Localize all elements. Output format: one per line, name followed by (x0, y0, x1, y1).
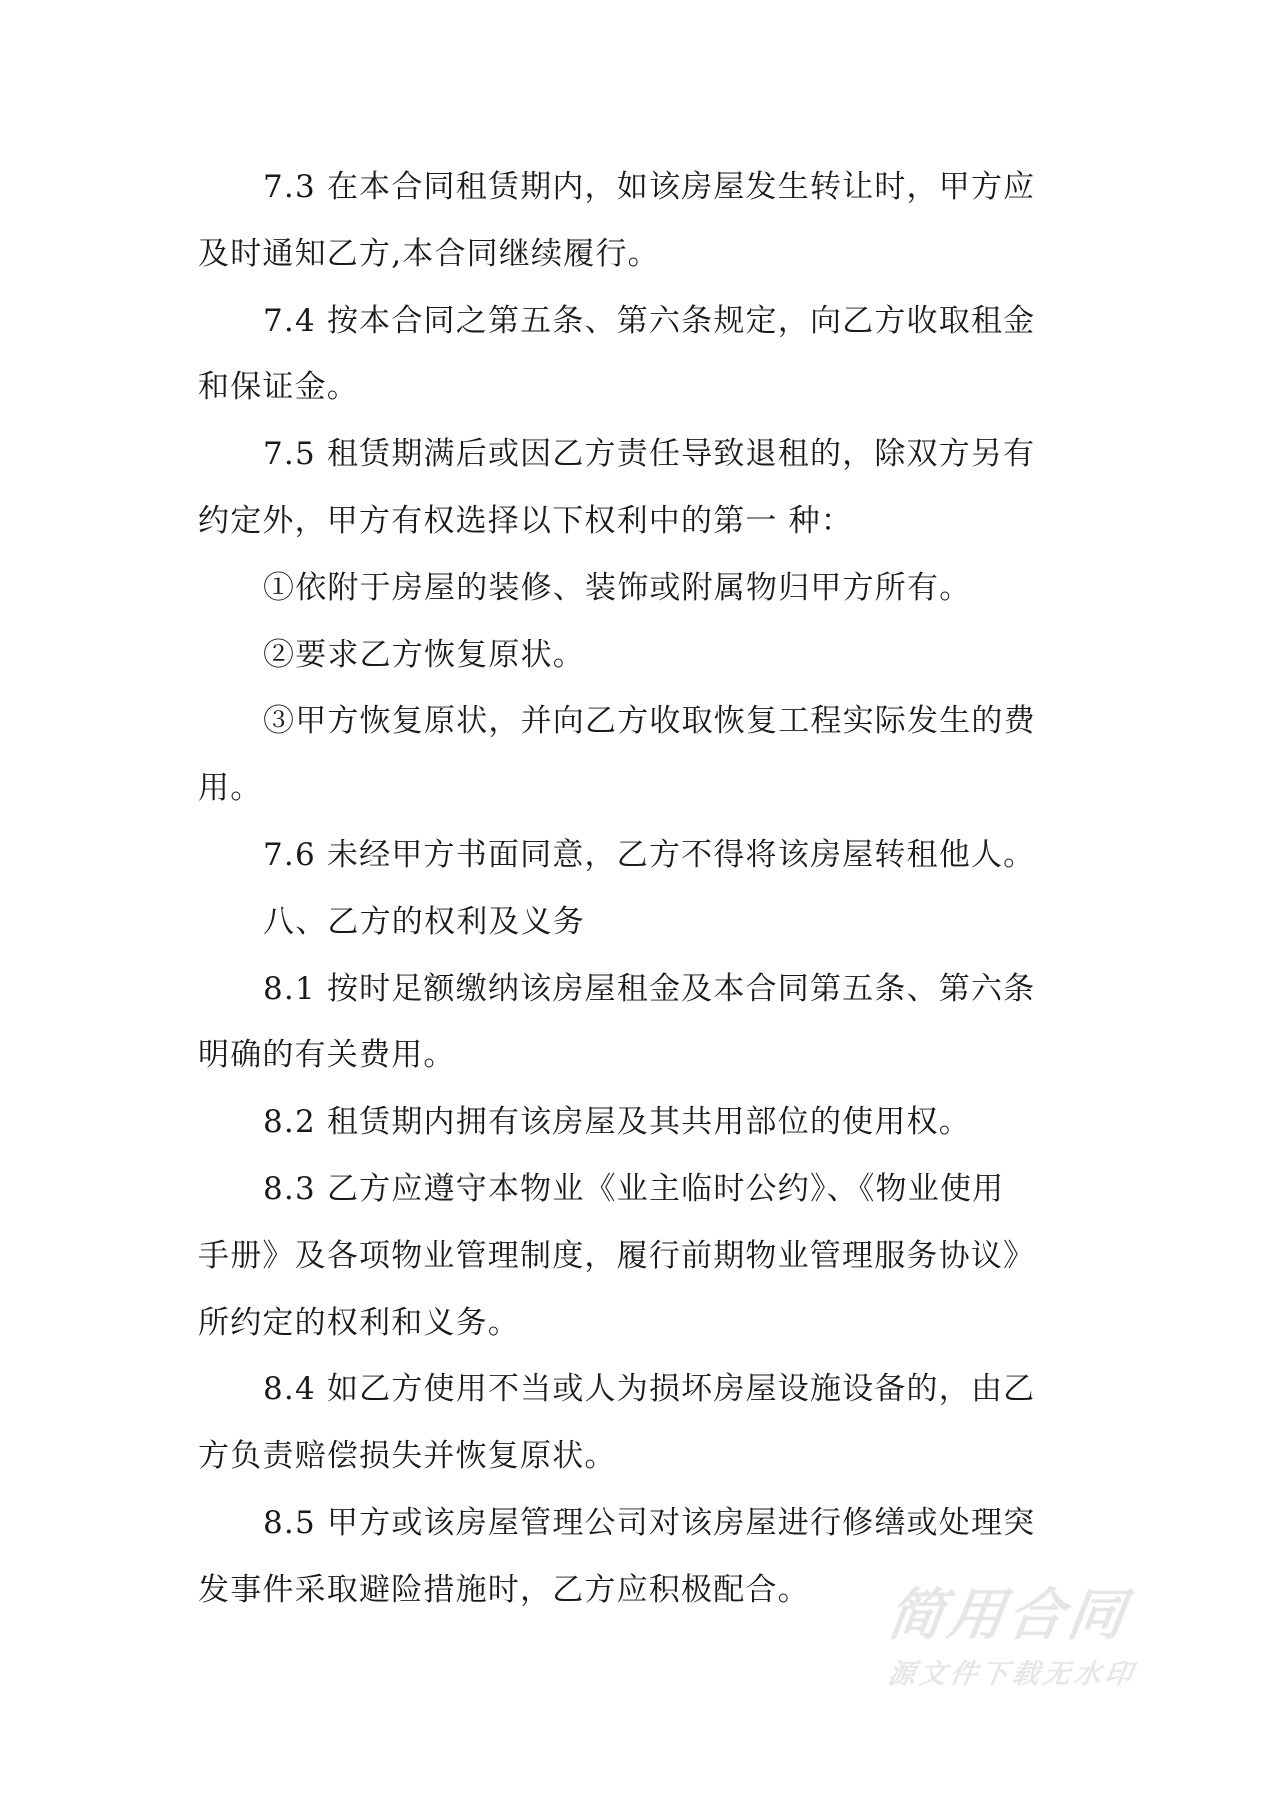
clause-7-5-option-1 (198, 555, 1078, 622)
text-line: ②要求乙方恢复原状。 (263, 636, 585, 673)
text-line: ①依附于房屋的装修、装饰或附属物归甲方所有。 (263, 569, 972, 606)
section-heading-8 (198, 889, 1078, 956)
text-line: 8.4 如乙方使用不当或人为损坏房屋设施设备的，由乙 (263, 1371, 1036, 1408)
watermark-subtitle: 源文件下载无水印 (885, 1659, 1139, 1690)
text-line: 8.1 按时足额缴纳该房屋租金及本合同第五条、第六条 (263, 970, 1036, 1007)
text-line: 7.6 未经甲方书面同意，乙方不得将该房屋转租他人。 (263, 836, 1036, 873)
text-line: 发事件采取避险措施时，乙方应积极配合。 (198, 1571, 810, 1608)
text-line: 及时通知乙方,本合同继续履行。 (198, 235, 660, 272)
text-line: 7.4 按本合同之第五条、第六条规定，向乙方收取租金 (263, 302, 1036, 339)
text-line: 和保证金。 (198, 369, 359, 406)
watermark (883, 1583, 1188, 1695)
clause-8-4 (198, 1356, 1078, 1490)
text-line: 方负责赔偿损失并恢复原状。 (198, 1438, 617, 1475)
clause-8-1 (198, 956, 1078, 1090)
text-line: 8.5 甲方或该房屋管理公司对该房屋进行修缮或处理突 (263, 1504, 1036, 1541)
text-line: 8.2 租赁期内拥有该房屋及其共用部位的使用权。 (263, 1104, 971, 1141)
text-line: ③甲方恢复原状，并向乙方收取恢复工程实际发生的费 (263, 703, 1036, 740)
clause-8-3 (198, 1156, 1078, 1356)
clause-7-5 (198, 421, 1078, 555)
clause-7-3 (198, 154, 1078, 288)
clause-8-2 (198, 1089, 1078, 1156)
clause-7-5-option-3 (198, 688, 1078, 822)
text-line: 所约定的权利和义务。 (198, 1304, 520, 1341)
text-line: 约定外，甲方有权选择以下权利中的第一 种： (198, 502, 854, 539)
clause-7-5-option-2 (198, 622, 1078, 689)
clause-7-6 (198, 822, 1078, 889)
clause-7-4 (198, 288, 1078, 422)
text-line: 手册》及各项物业管理制度，履行前期物业管理服务协议》 (198, 1237, 1036, 1274)
text-line: 用。 (198, 770, 263, 807)
text-line: 7.5 租赁期满后或因乙方责任导致退租的，除双方另有 (263, 436, 1036, 473)
watermark-title: 简用合同 (883, 1583, 1133, 1648)
section-title: 八、乙方的权利及义务 (263, 903, 585, 940)
text-line: 8.3 乙方应遵守本物业《业主临时公约》、《物业使用 (263, 1170, 1005, 1207)
document-body (198, 154, 1078, 1624)
text-line: 明确的有关费用。 (198, 1037, 456, 1074)
text-line: 7.3 在本合同租赁期内，如该房屋发生转让时，甲方应 (263, 169, 1036, 205)
